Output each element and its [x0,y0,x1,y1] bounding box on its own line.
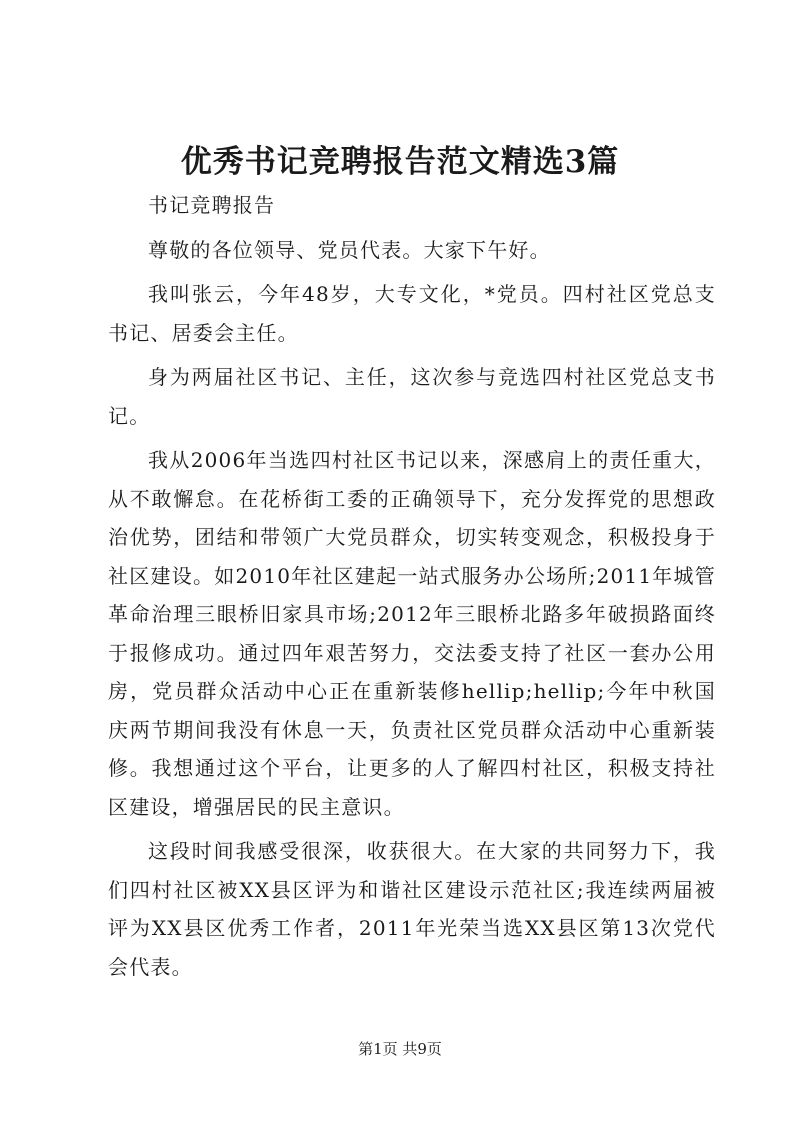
paragraph-self-introduction: 我叫张云，今年48岁，大专文化，*党员。四村社区党总支书记、居委会主任。 [108,282,716,345]
paragraph-work-achievements: 我从2006年当选四村社区书记以来，深感肩上的责任重大，从不敢懈怠。在花桥街工委的正确领导下，充分发挥党的思想政治优势，团结和带领广大党员群众，切实转变观念，积极投身于社区建设。如2010年社区建起一站式服务办公场所;2011年城管革命治理三眼桥旧家具市场;2012年三眼桥北路多年破损路面终于报修成功。通过四年艰苦努力，交法委支持了社区一套办公用房，党员群众活动中心正在重新装修hellip;hellip;今年中秋国庆两节期间我没有休息一天，负责社区党员群众活动中心重新装修。我想通过这个平台，让更多的人了解四村社区，积极支持社区建设，增强居民的民主意识。 [108,448,716,819]
paragraph-greeting: 尊敬的各位领导、党员代表。大家下午好。 [148,237,551,262]
paragraph-heading: 书记竞聘报告 [148,193,276,217]
page-number-footer: 第1页 共9页 [358,1040,442,1058]
document-title: 优秀书记竞聘报告范文精选3篇 [180,144,620,180]
paragraph-candidacy: 身为两届社区书记、主任，这次参与竞选四村社区党总支书记。 [108,365,716,428]
document-body [108,186,716,986]
paragraph-honors: 这段时间我感受很深，收获很大。在大家的共同努力下，我们四村社区被XX县区评为和谐社区建设示范社区;我连续两届被评为XX县区优秀工作者，2011年光荣当选XX县区第13次党代会代表。 [108,839,716,979]
